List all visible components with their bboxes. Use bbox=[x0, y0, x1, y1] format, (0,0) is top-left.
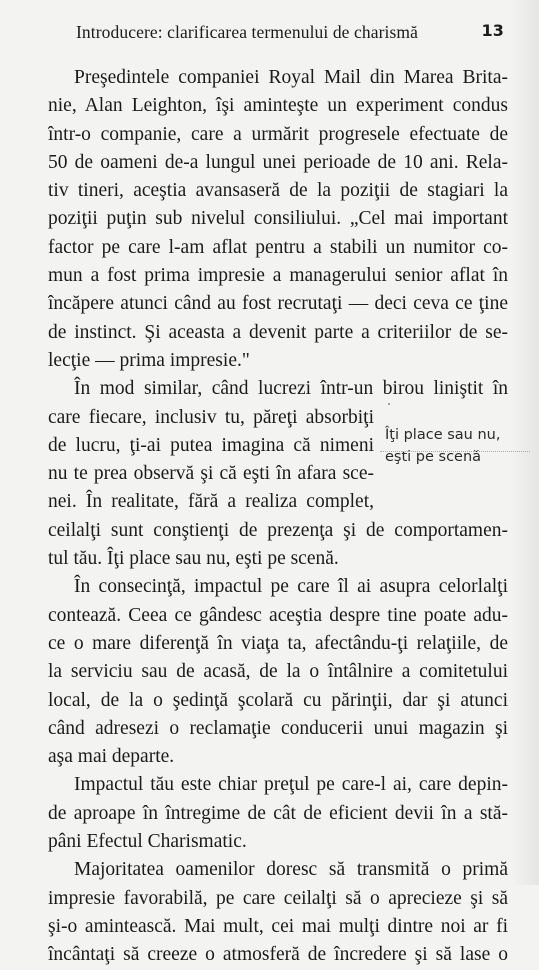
text-line: În mod similar, când lucrezi într-un birou liniştit în bbox=[74, 378, 508, 400]
sidenote-marker-dot bbox=[388, 403, 390, 405]
text-line: pâni Efectul Charismatic. bbox=[48, 831, 247, 853]
text-line: ceilalţi sunt conştienţi de prezenţa şi de comportamen- bbox=[48, 519, 508, 541]
text-line: şi-o amintească. Mai mult, cei mai mulţi dintre noi ar fi bbox=[48, 915, 508, 937]
text-line: local, de la o şedinţă şcolară cu părinţii, dar şi atunci bbox=[48, 689, 508, 711]
body-text bbox=[48, 64, 508, 970]
text-line: nu te prea observă şi că eşti în afara sce- bbox=[48, 463, 374, 485]
text-line: ce o mare diferenţă în viaţa ta, afectându-ţi relaţiile, de bbox=[48, 632, 508, 654]
text-line: tul tău. Îţi place sau nu, eşti pe scenă. bbox=[48, 548, 339, 570]
text-line: de lucru, ţi-ai putea imagina că nimeni bbox=[48, 434, 374, 456]
text-line: nei. În realitate, fără a realiza complet, bbox=[48, 491, 374, 513]
text-line: contează. Ceea ce gândesc aceştia despre tine poate adu- bbox=[48, 604, 508, 626]
text-line: încântaţi să creeze o atmosferă de încredere şi să lase o bbox=[48, 944, 508, 966]
text-line: nie, Alan Leighton, îşi aminteşte un experiment condus bbox=[48, 95, 508, 117]
text-line: 50 de oameni de-a lungul unei perioade de 10 ani. Rela- bbox=[48, 151, 508, 173]
text-line: lecţie — prima impresie." bbox=[48, 349, 250, 371]
text-line: încăpere atunci când au fost recrutaţi — deci ceva ce ţine bbox=[48, 293, 508, 315]
text-line: de instinct. Şi aceasta a devenit parte a criteriilor de se- bbox=[48, 321, 508, 343]
running-header bbox=[76, 22, 516, 48]
text-line: aşa mai departe. bbox=[48, 746, 175, 768]
margin-note-line: Îţi place sau nu, bbox=[385, 427, 501, 443]
text-line: într-o companie, care a urmărit progresele efectuate de bbox=[48, 123, 508, 145]
page-number: 13 bbox=[481, 21, 504, 40]
margin-note-line: eşti pe scenă bbox=[385, 449, 482, 465]
text-line: tiv tineri, aceştia avansaseră de la poziţii de stagiari la bbox=[48, 180, 508, 202]
text-line: factor pe care l-am aflat pentru a stabili un numitor co- bbox=[48, 236, 508, 258]
text-line: mun a fost prima impresie a managerului senior aflat în bbox=[48, 265, 508, 287]
chapter-title: Introducere: clarificarea termenului de charismă bbox=[76, 22, 418, 42]
margin-note bbox=[385, 424, 525, 468]
text-line: Impactul tău este chiar preţul pe care-l ai, care depin- bbox=[74, 774, 508, 796]
text-line: Majoritatea oamenilor doresc să transmită o primă bbox=[74, 859, 508, 881]
text-line: Preşedintele companiei Royal Mail din Marea Brita- bbox=[74, 67, 508, 88]
text-line: impresie favorabilă, pe care ceilalţi să o aprecieze şi să bbox=[48, 887, 508, 909]
text-line: când adresezi o reclamaţie conducerii unui magazin şi bbox=[48, 717, 508, 739]
text-line: la serviciu sau de acasă, de la o întâlnire a comitetului bbox=[48, 661, 508, 683]
text-line: de aproape în întregime de cât de eficient devii în a stă- bbox=[48, 802, 508, 824]
text-line: care fiecare, inclusiv tu, păreţi absorbiţi bbox=[48, 406, 374, 428]
text-line: În consecinţă, impactul pe care îl ai asupra celorlalţi bbox=[74, 576, 508, 598]
text-line: poziţii puţin sub nivelul consiliului. „Cel mai important bbox=[48, 208, 508, 230]
margin-note-rule bbox=[380, 451, 530, 452]
